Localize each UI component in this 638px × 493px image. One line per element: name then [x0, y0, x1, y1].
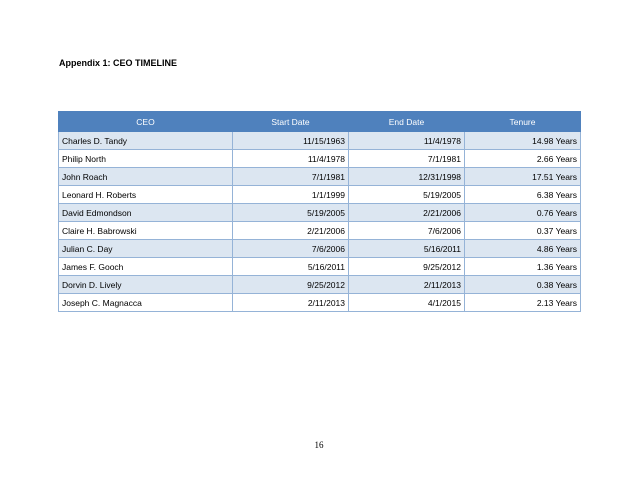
start-date-cell: 5/19/2005	[233, 204, 349, 222]
table-row	[59, 294, 581, 312]
tenure-cell: 2.66 Years	[465, 150, 581, 168]
start-date-cell: 7/1/1981	[233, 168, 349, 186]
column-header-ceo: CEO	[59, 112, 233, 132]
table-row	[59, 168, 581, 186]
start-date-cell: 11/4/1978	[233, 150, 349, 168]
ceo-timeline-table	[58, 111, 581, 312]
appendix-heading: Appendix 1: CEO TIMELINE	[59, 58, 178, 68]
table-row	[59, 186, 581, 204]
ceo-name-cell: Leonard H. Roberts	[59, 186, 233, 204]
end-date-cell: 11/4/1978	[349, 132, 465, 150]
ceo-name-cell: Charles D. Tandy	[59, 132, 233, 150]
table-row	[59, 132, 581, 150]
end-date-cell: 9/25/2012	[349, 258, 465, 276]
tenure-cell: 6.38 Years	[465, 186, 581, 204]
tenure-cell: 17.51 Years	[465, 168, 581, 186]
start-date-cell: 9/25/2012	[233, 276, 349, 294]
table-row	[59, 258, 581, 276]
start-date-cell: 7/6/2006	[233, 240, 349, 258]
end-date-cell: 4/1/2015	[349, 294, 465, 312]
start-date-cell: 2/21/2006	[233, 222, 349, 240]
tenure-cell: 2.13 Years	[465, 294, 581, 312]
end-date-cell: 5/16/2011	[349, 240, 465, 258]
end-date-cell: 2/11/2013	[349, 276, 465, 294]
table-header-row	[59, 112, 581, 132]
ceo-name-cell: James F. Gooch	[59, 258, 233, 276]
tenure-cell: 1.36 Years	[465, 258, 581, 276]
ceo-name-cell: David Edmondson	[59, 204, 233, 222]
column-header-start-date: Start Date	[233, 112, 349, 132]
tenure-cell: 4.86 Years	[465, 240, 581, 258]
start-date-cell: 11/15/1963	[233, 132, 349, 150]
ceo-name-cell: Joseph C. Magnacca	[59, 294, 233, 312]
ceo-name-cell: John Roach	[59, 168, 233, 186]
column-header-end-date: End Date	[349, 112, 465, 132]
start-date-cell: 2/11/2013	[233, 294, 349, 312]
end-date-cell: 5/19/2005	[349, 186, 465, 204]
end-date-cell: 12/31/1998	[349, 168, 465, 186]
column-header-tenure: Tenure	[465, 112, 581, 132]
table-row	[59, 222, 581, 240]
end-date-cell: 2/21/2006	[349, 204, 465, 222]
ceo-name-cell: Philip North	[59, 150, 233, 168]
end-date-cell: 7/1/1981	[349, 150, 465, 168]
table-row	[59, 276, 581, 294]
end-date-cell: 7/6/2006	[349, 222, 465, 240]
ceo-name-cell: Claire H. Babrowski	[59, 222, 233, 240]
table-row	[59, 240, 581, 258]
tenure-cell: 0.37 Years	[465, 222, 581, 240]
ceo-name-cell: Dorvin D. Lively	[59, 276, 233, 294]
tenure-cell: 0.76 Years	[465, 204, 581, 222]
table-row	[59, 204, 581, 222]
tenure-cell: 0.38 Years	[465, 276, 581, 294]
start-date-cell: 1/1/1999	[233, 186, 349, 204]
tenure-cell: 14.98 Years	[465, 132, 581, 150]
page-number: 16	[314, 440, 324, 450]
start-date-cell: 5/16/2011	[233, 258, 349, 276]
table-row	[59, 150, 581, 168]
ceo-name-cell: Julian C. Day	[59, 240, 233, 258]
